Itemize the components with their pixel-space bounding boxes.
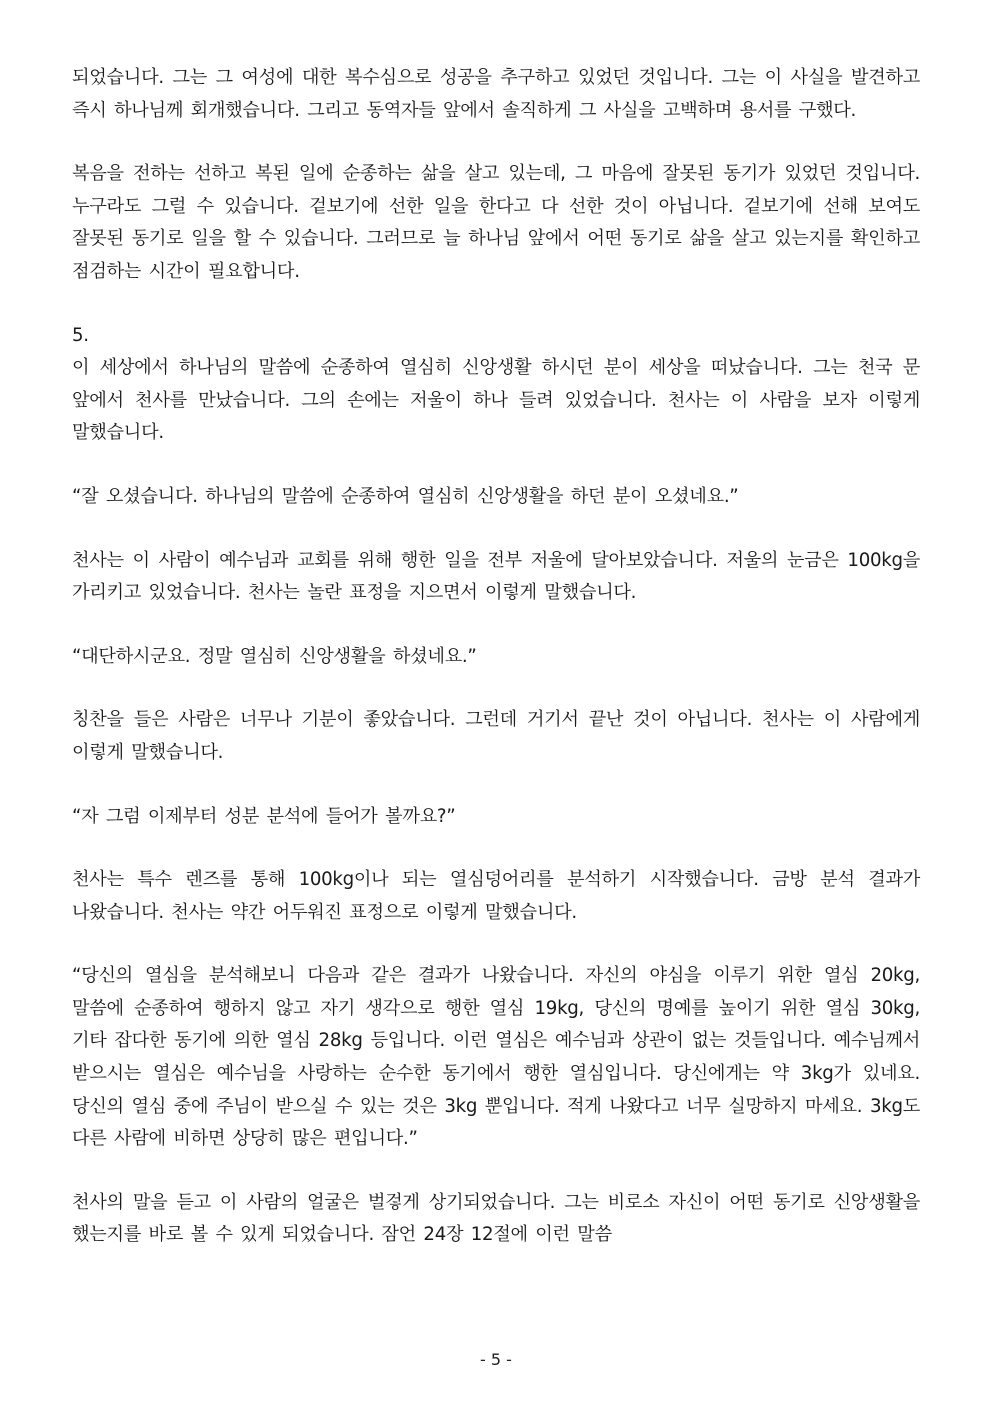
paragraph-3: 이 세상에서 하나님의 말씀에 순종하여 열심히 신앙생활 하시던 분이 세상을 떠났습니다. 그는 천국 문 앞에서 천사를 만났습니다. 그의 손에는 저울이 하나 들려 있었습니다. 천사는 이 사람을 보자 이렇게 말했습니다. (72, 357, 920, 444)
quote-4: “당신의 열심을 분석해보니 다음과 같은 결과가 나왔습니다. 자신의 야심을 이루기 위한 열심 20kg, 말씀에 순종하여 행하지 않고 자기 생각으로 행한 열심 19kg, 당신의 명예를 높이기 위한 열심 30kg, 기타 잡다한 동기에 의한 열심 28kg 등입니다. 이런 열심은 예수님과 상관이 없는 것들입니다. 예수님께서 받으시는 열심은 예수님을 사랑하는 순수한 동기에서 행한 열심입니다. 당신에게는 약 3kg가 있네요. 당신의 열심 중에 주님이 받으실 수 있는 것은 3kg 뿐입니다. 적게 나왔다고 너무 실망하지 마세요. 3kg도 다른 사람에 비하면 상당히 많은 편입니다.” (72, 965, 920, 1150)
quote-1: “잘 오셨습니다. 하나님의 말씀에 순종하여 열심히 신앙생활을 하던 분이 오셨네요.” (72, 485, 739, 507)
quote-2: “대단하시군요. 정말 열심히 신앙생활을 하셨네요.” (72, 645, 477, 667)
paragraph-1: 되었습니다. 그는 그 여성에 대한 복수심으로 성공을 추구하고 있었던 것입니다. 그는 이 사실을 발견하고 즉시 하나님께 회개했습니다. 그리고 동역자들 앞에서 솔직하게 그 사실을 고백하며 용서를 구했다. (72, 67, 920, 121)
paragraph-7: 천사의 말을 듣고 이 사람의 얼굴은 벌겋게 상기되었습니다. 그는 비로소 자신이 어떤 동기로 신앙생활을 했는지를 바로 볼 수 있게 되었습니다. 잠언 24장 12절에 이런 말씀 (72, 1191, 920, 1246)
page-body (72, 62, 920, 1283)
paragraph-4: 천사는 이 사람이 예수님과 교회를 위해 행한 일을 전부 저울에 달아보았습니다. 저울의 눈금은 100kg을 가리키고 있었습니다. 천사는 놀란 표정을 지으면서 이렇게 말했습니다. (72, 549, 920, 604)
paragraph-5: 칭찬을 들은 사람은 너무나 기분이 좋았습니다. 그런데 거기서 끝난 것이 아닙니다. 천사는 이 사람에게 이렇게 말했습니다. (72, 709, 920, 763)
paragraph-2: 복음을 전하는 선하고 복된 일에 순종하는 삶을 살고 있는데, 그 마음에 잘못된 동기가 있었던 것입니다. 누구라도 그럴 수 있습니다. 겉보기에 선한 일을 한다고 다 선한 것이 아닙니다. 겉보기에 선해 보여도 잘못된 동기로 일을 할 수 있습니다. 그러므로 늘 하나님 앞에서 어떤 동기로 삶을 살고 있는지를 확인하고 점검하는 시간이 필요합니다. (72, 163, 920, 282)
section-number: 5. (72, 324, 89, 346)
page-number: - 5 - (480, 1350, 512, 1369)
paragraph-6: 천사는 특수 렌즈를 통해 100kg이나 되는 열심덩어리를 분석하기 시작했습니다. 금방 분석 결과가 나왔습니다. 천사는 약간 어두워진 표정으로 이렇게 말했습니다. (72, 869, 920, 923)
quote-3: “자 그럼 이제부터 성분 분석에 들어가 볼까요?” (72, 805, 456, 827)
